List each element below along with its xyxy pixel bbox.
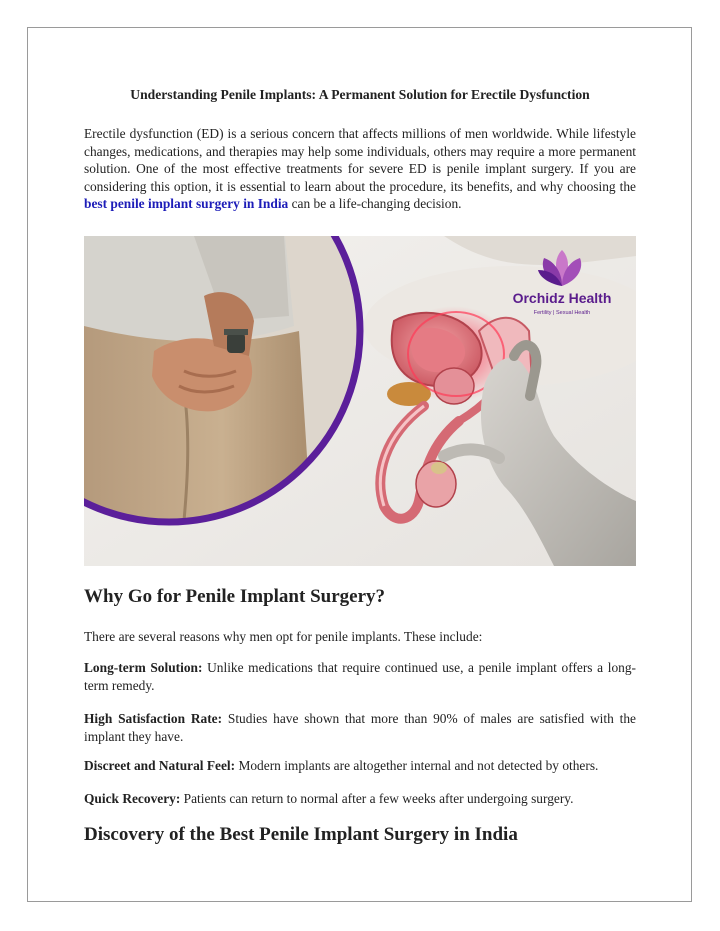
benefit-text: Patients can return to normal after a few weeks after undergoing surgery. [180, 791, 574, 806]
benefit-item [84, 710, 636, 745]
logo-tagline: Fertility | Sexual Health [533, 310, 591, 316]
benefit-label: High Satisfaction Rate: [84, 711, 223, 726]
section-lead: There are several reasons why men opt for penile implants. These include: [84, 629, 483, 644]
intro-paragraph [84, 125, 636, 213]
section-heading-discovery: Discovery of the Best Penile Implant Surgery in India [84, 824, 518, 845]
benefit-item [84, 757, 636, 775]
benefit-label: Quick Recovery: [84, 791, 181, 806]
benefit-label: Long-term Solution: [84, 660, 203, 675]
benefit-text: Studies have shown that more than 90% of males are satisfied with the implant they have. [84, 711, 636, 744]
benefit-item [84, 659, 636, 694]
benefit-label: Discreet and Natural Feel: [84, 758, 236, 773]
intro-text-before: Erectile dysfunction (ED) is a serious concern that affects millions of men worldwide. While lifestyle changes, medications, and therapies may help some individuals, others may require a more permanent solution. One of the most effective treatments for severe ED is penile implant surgery. If you are considering this option, it is essential to learn about the procedure, its benefits, and why choosing the [84, 126, 636, 194]
hero-illustration [84, 236, 636, 566]
benefit-text: Modern implants are altogether internal and not detected by others. [235, 758, 599, 773]
benefit-text: Unlike medications that require continued use, a penile implant offers a long-term remedy. [84, 660, 637, 693]
document-title: Understanding Penile Implants: A Permanent Solution for Erectile Dysfunction [130, 87, 590, 102]
logo-name: Orchidz Health [512, 290, 612, 306]
best-penile-implant-link[interactable]: best penile implant surgery in India [84, 196, 289, 212]
section-heading-why: Why Go for Penile Implant Surgery? [84, 586, 386, 607]
intro-text-after: can be a life-changing decision. [288, 196, 462, 212]
benefit-item [84, 790, 636, 808]
hero-illustration-svg [84, 236, 636, 566]
